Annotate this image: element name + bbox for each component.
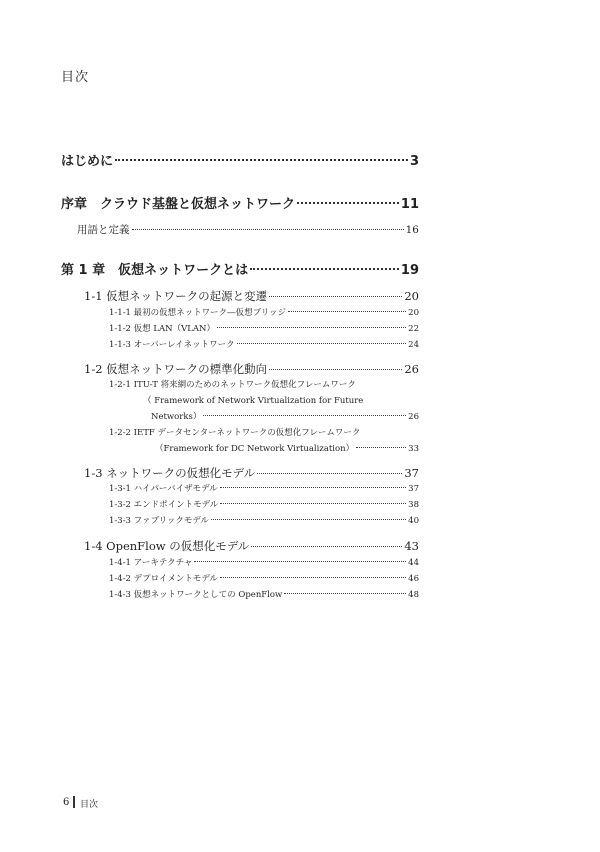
toc-entry-label: 1-4-1 アーキテクチャ xyxy=(109,558,193,568)
toc-entry-1-4-1[interactable] xyxy=(109,556,419,568)
toc-entry-label: 用語と定義 xyxy=(77,224,130,236)
leader-dots xyxy=(250,268,399,270)
leader-dots xyxy=(194,561,406,562)
toc-entry-page: 46 xyxy=(408,574,419,584)
toc-entry-1-4[interactable] xyxy=(84,538,419,554)
leader-dots xyxy=(220,577,406,578)
leader-dots xyxy=(217,327,406,328)
toc-entry-label: 1-1-1 最初の仮想ネットワーク―仮想ブリッジ xyxy=(109,308,286,318)
leader-dots xyxy=(297,202,399,204)
footer-page-number: 6 xyxy=(63,797,70,808)
toc-entry-page: 37 xyxy=(408,484,419,494)
leader-dots xyxy=(237,343,407,344)
toc-entry-1-3-1[interactable] xyxy=(109,482,419,494)
leader-dots xyxy=(257,473,402,474)
toc-entry-page: 20 xyxy=(404,289,419,303)
leader-dots xyxy=(284,593,406,594)
leader-dots xyxy=(115,159,408,161)
leader-dots xyxy=(269,296,402,297)
leader-dots xyxy=(288,311,406,312)
toc-entry-label: Networks） xyxy=(151,412,202,422)
toc-entry-page: 26 xyxy=(408,412,419,422)
toc-entry-label: 1-3-2 エンドポイントモデル xyxy=(109,500,219,510)
footer-label: 目次 xyxy=(80,800,99,810)
page-title: 目次 xyxy=(61,70,90,85)
toc-entry-intro[interactable] xyxy=(61,150,419,169)
toc-entry-1-2[interactable] xyxy=(84,361,419,377)
toc-entry-label: 序章 クラウド基盤と仮想ネットワーク xyxy=(61,197,296,212)
toc-entry-label: 1-1 仮想ネットワークの起源と変遷 xyxy=(84,289,268,303)
toc-entry-page: 40 xyxy=(408,516,419,526)
leader-dots xyxy=(356,447,406,448)
toc-entry-label: 1-4-2 デプロイメントモデル xyxy=(109,574,218,584)
toc-entry-page: 22 xyxy=(408,324,419,334)
toc-entry-1-2-1-line-1[interactable]: 1-2-1 ITU-T 将来網のためのネットワーク仮想化フレームワーク xyxy=(109,380,356,390)
toc-entry-page: 38 xyxy=(408,500,419,510)
toc-entry-label: 1-3 ネットワークの仮想化モデル xyxy=(84,466,256,480)
toc-entry-page: 44 xyxy=(408,558,419,568)
toc-entry-label: 1-4 OpenFlow の仮想化モデル xyxy=(84,539,250,553)
toc-entry-page: 43 xyxy=(404,539,419,553)
toc-entry-1-2-2-line-2 xyxy=(155,442,419,454)
toc-entry-1-2-1-line-3 xyxy=(151,410,419,422)
toc-entry-label: 1-1-3 オーバーレイネットワーク xyxy=(109,340,235,350)
leader-dots xyxy=(211,519,406,520)
toc-entry-page: 24 xyxy=(408,340,419,350)
leader-dots xyxy=(220,487,407,488)
toc-entry-page: 16 xyxy=(405,224,419,236)
leader-dots xyxy=(269,369,402,370)
leader-dots xyxy=(220,503,406,504)
toc-entry-1-3-2[interactable] xyxy=(109,498,419,510)
toc-entry-label: 1-2 仮想ネットワークの標準化動向 xyxy=(84,362,268,376)
toc-entry-page: 26 xyxy=(404,362,419,376)
toc-entry-1-4-2[interactable] xyxy=(109,572,419,584)
toc-entry-label: 第 1 章 仮想ネットワークとは xyxy=(61,263,249,278)
leader-dots xyxy=(251,546,402,547)
toc-entry-1-1-1[interactable] xyxy=(109,306,419,318)
toc-entry-1-2-2-line-1[interactable]: 1-2-2 IETF データセンターネットワークの仮想化フレームワーク xyxy=(109,428,361,438)
toc-entry-label: 1-3-1 ハイパーバイザモデル xyxy=(109,484,218,494)
toc-entry-terms[interactable] xyxy=(77,222,419,237)
toc-entry-page: 48 xyxy=(408,590,419,600)
leader-dots xyxy=(203,415,406,416)
toc-entry-page: 33 xyxy=(408,444,419,454)
toc-entry-label: （Framework for DC Network Virtualization） xyxy=(155,444,355,454)
toc-entry-label: 1-3-3 ファブリックモデル xyxy=(109,516,209,526)
leader-dots xyxy=(132,229,404,230)
toc-entry-page: 37 xyxy=(404,466,419,480)
toc-entry-1-1[interactable] xyxy=(84,288,419,304)
footer-divider xyxy=(73,796,75,808)
toc-entry-page: 20 xyxy=(408,308,419,318)
toc-entry-page: 11 xyxy=(400,197,419,212)
toc-entry-page: 3 xyxy=(409,154,419,169)
toc-entry-1-1-3[interactable] xyxy=(109,338,419,350)
toc-entry-label: はじめに xyxy=(61,154,114,169)
toc-entry-1-4-3[interactable] xyxy=(109,588,419,600)
toc-entry-chapter-1[interactable] xyxy=(61,259,419,278)
toc-entry-prologue[interactable] xyxy=(61,193,419,212)
toc-entry-label: 1-4-3 仮想ネットワークとしての OpenFlow xyxy=(109,590,283,600)
toc-entry-1-2-1-line-2: （ Framework of Network Virtualization for Future xyxy=(143,396,364,406)
toc-entry-1-1-2[interactable] xyxy=(109,322,419,334)
toc-entry-label: 1-1-2 仮想 LAN（VLAN） xyxy=(109,324,215,334)
toc-entry-page: 19 xyxy=(400,263,419,278)
toc-entry-1-3[interactable] xyxy=(84,465,419,481)
toc-entry-1-3-3[interactable] xyxy=(109,514,419,526)
